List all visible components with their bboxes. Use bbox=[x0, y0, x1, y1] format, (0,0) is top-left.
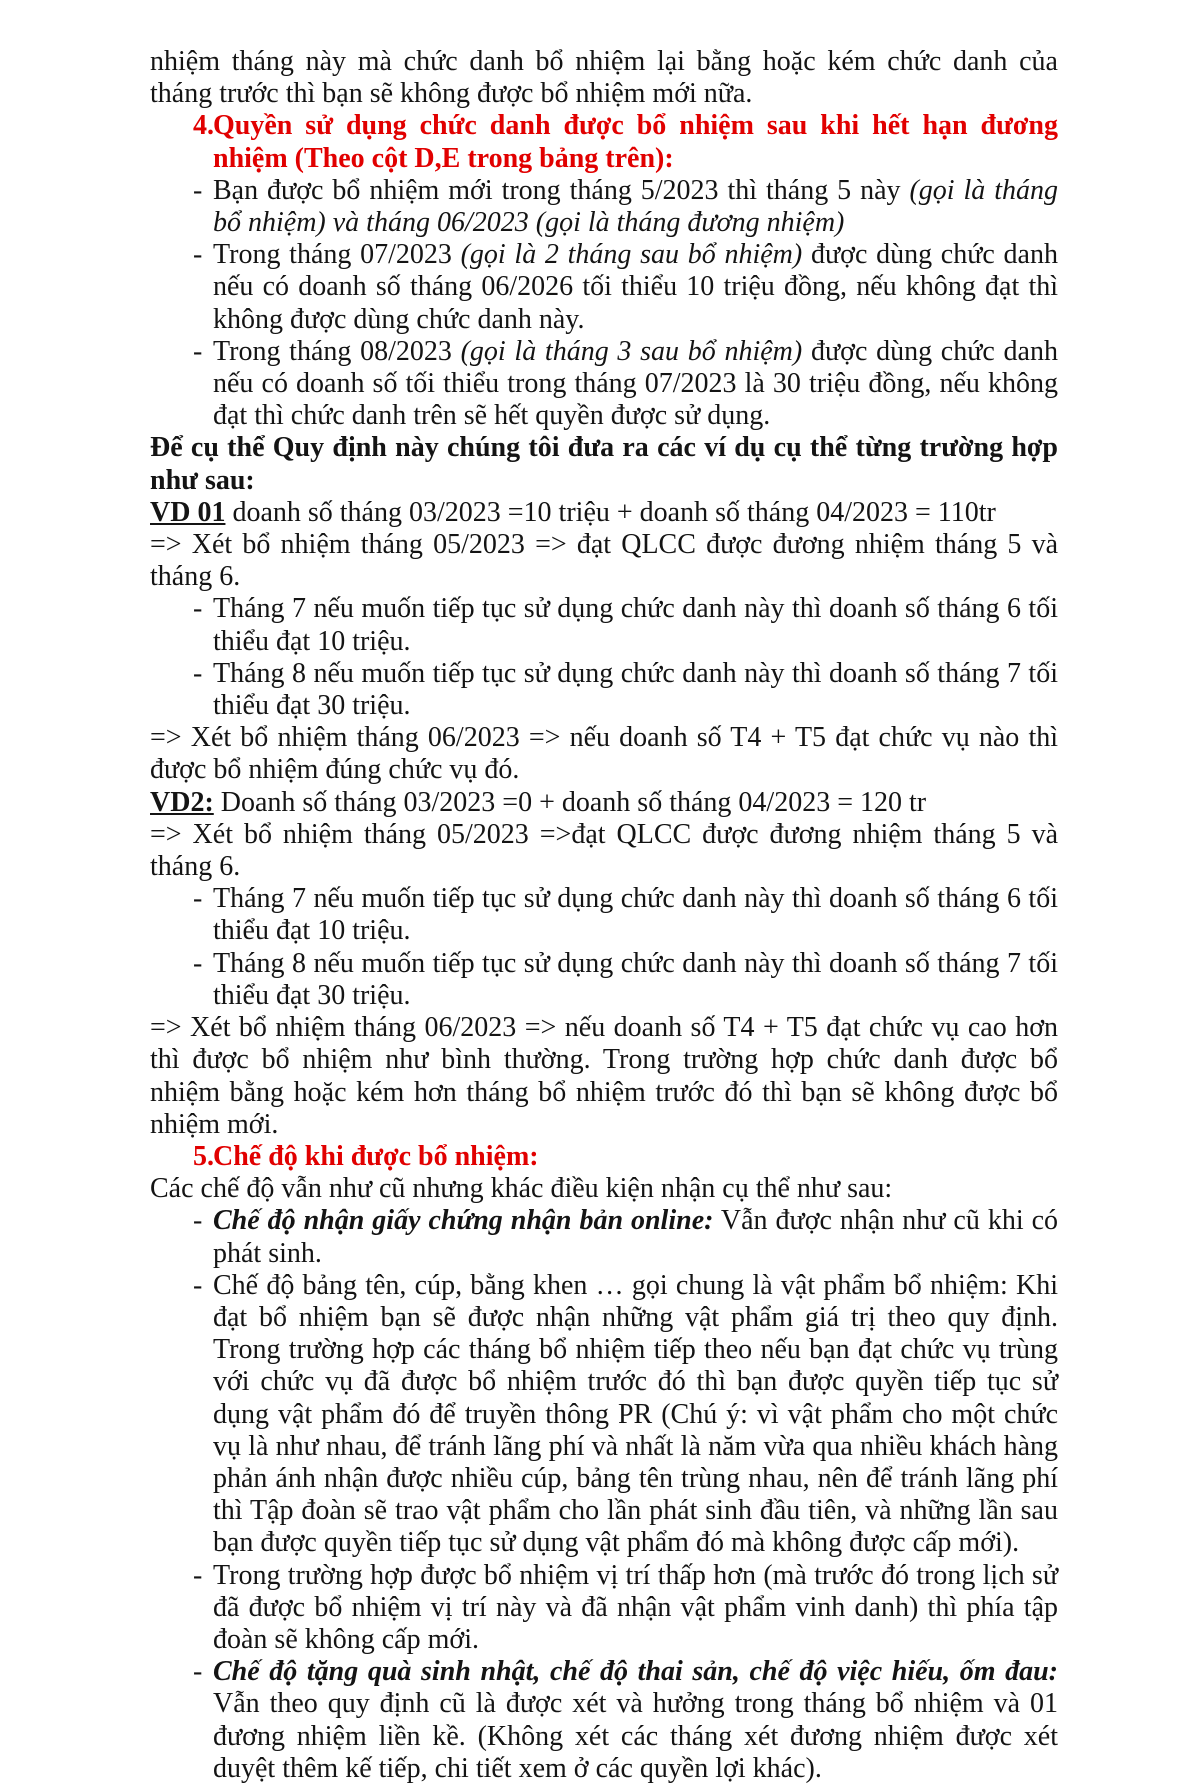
list-number: 4. bbox=[193, 110, 214, 142]
text-run: được dùng chức danh nếu có doanh số tháng 06/2026 tối thiểu 10 triệu đồng, nếu không đạt thì không được dùng chức danh này. bbox=[213, 239, 1058, 335]
bullet-certificate-online bbox=[150, 1205, 1058, 1269]
vd01-bullet-august bbox=[150, 658, 1058, 722]
text-run: Vẫn theo quy định cũ là được xét và hưởng trong tháng bổ nhiệm và 01 đương nhiệm liền kề. (Không xét các tháng xét đương nhiệm được xét duyệt thêm kế tiếp, chi tiết xem ở các quyền lợi khác). bbox=[213, 1688, 1058, 1784]
bullet-lower-position bbox=[150, 1560, 1058, 1657]
text-run: Tháng 8 nếu muốn tiếp tục sử dụng chức danh này thì doanh số tháng 7 tối thiểu đạt 30 triệu. bbox=[213, 657, 1058, 722]
bullet-month-2-after bbox=[150, 239, 1058, 336]
vd01-result bbox=[150, 529, 1058, 593]
text-run: Tháng 7 nếu muốn tiếp tục sử dụng chức danh này thì doanh số tháng 6 tối thiểu đạt 10 triệu. bbox=[213, 593, 1058, 657]
text-run: => Xét bổ nhiệm tháng 06/2023 => nếu doanh số T4 + T5 đạt chức vụ nào thì được bổ nhiệm đúng chức vụ đó. bbox=[150, 722, 1058, 786]
text-run: Để cụ thể Quy định này chúng tôi đưa ra các ví dụ cụ thể từng trường hợp như sau: bbox=[150, 432, 1058, 496]
text-run: Trong tháng 08/2023 bbox=[213, 335, 461, 367]
bullet-appointment-month bbox=[150, 175, 1058, 239]
text-run: Doanh số tháng 03/2023 =0 + doanh số tháng 04/2023 = 120 tr bbox=[213, 786, 927, 818]
dash-icon: - bbox=[193, 1269, 203, 1301]
text-run: => Xét bổ nhiệm tháng 06/2023 => nếu doanh số T4 + T5 đạt chức vụ cao hơn thì được bổ nhiệm như bình thường. Trong trường hợp chức danh được bổ nhiệm bằng hoặc kém hơn tháng bổ nhiệm trước đó thì bạn sẽ không được bổ nhiệm mới. bbox=[150, 1012, 1058, 1140]
examples-intro bbox=[150, 432, 1058, 496]
text-run: doanh số tháng 03/2023 =10 triệu + doanh số tháng 04/2023 = 110tr bbox=[225, 496, 996, 528]
vd01-conclusion bbox=[150, 722, 1058, 786]
text-run: Trong trường hợp được bổ nhiệm vị trí thấp hơn (mà trước đó trong lịch sử đã được bổ nhiệm vị trí này và đã nhận vật phẩm vinh danh) thì phía tập đoàn sẽ không cấp mới. bbox=[213, 1559, 1058, 1655]
vd2-line bbox=[150, 787, 1058, 819]
text-run: Bạn được bổ nhiệm mới trong tháng 5/2023 thì tháng 5 này bbox=[213, 174, 910, 206]
heading-text: Quyền sử dụng chức danh được bổ nhiệm sau khi hết hạn đương nhiệm (Theo cột D,E trong bảng trên): bbox=[213, 110, 1058, 174]
list-number: 5. bbox=[193, 1140, 214, 1172]
vd01-label: VD 01 bbox=[150, 496, 226, 528]
text-run: nhiệm tháng này mà chức danh bổ nhiệm lại bằng hoặc kém chức danh của tháng trước thì bạn sẽ không được bổ nhiệm mới nữa. bbox=[150, 46, 1058, 110]
section-4-heading bbox=[150, 110, 1058, 174]
text-run: => Xét bổ nhiệm tháng 05/2023 =>đạt QLCC được đương nhiệm tháng 5 và tháng 6. bbox=[150, 818, 1058, 883]
text-run: Vẫn được nhận như cũ khi có phát sinh. bbox=[213, 1205, 1058, 1269]
text-run-italic: (gọi là tháng bổ nhiệm) và tháng 06/2023 (gọi là tháng đương nhiệm) bbox=[213, 174, 1058, 239]
text-run: Trong tháng 07/2023 bbox=[213, 239, 461, 271]
text-run: Các chế độ vẫn như cũ nhưng khác điều kiện nhận cụ thể như sau: bbox=[150, 1173, 893, 1205]
heading-text: Chế độ khi được bổ nhiệm: bbox=[213, 1140, 539, 1172]
dash-icon: - bbox=[193, 1656, 203, 1688]
dash-icon: - bbox=[193, 174, 203, 206]
text-run: Tháng 7 nếu muốn tiếp tục sử dụng chức danh này thì doanh số tháng 6 tối thiểu đạt 10 triệu. bbox=[213, 883, 1058, 947]
dash-icon: - bbox=[193, 239, 203, 271]
vd2-result bbox=[150, 819, 1058, 883]
bullet-birthday-gifts bbox=[150, 1656, 1058, 1785]
section-5-heading bbox=[150, 1141, 1058, 1173]
document-body bbox=[150, 46, 1058, 1785]
benefits-intro bbox=[150, 1173, 1058, 1205]
vd2-bullet-august bbox=[150, 948, 1058, 1012]
vd2-bullet-july bbox=[150, 883, 1058, 947]
bullet-trophy-items bbox=[150, 1270, 1058, 1560]
text-run-italic: (gọi là 2 tháng sau bổ nhiệm) bbox=[460, 239, 803, 271]
continuation-paragraph bbox=[150, 46, 1058, 110]
vd2-conclusion bbox=[150, 1012, 1058, 1141]
text-run-italic: (gọi là tháng 3 sau bổ nhiệm) bbox=[460, 335, 803, 367]
benefit-title: Chế độ tặng quà sinh nhật, chế độ thai sản, chế độ việc hiếu, ốm đau: bbox=[213, 1656, 1058, 1688]
dash-icon: - bbox=[193, 335, 203, 367]
vd01-bullet-july bbox=[150, 593, 1058, 657]
dash-icon: - bbox=[193, 1205, 203, 1237]
benefit-title: Chế độ nhận giấy chứng nhận bản online: bbox=[213, 1205, 714, 1237]
vd2-label: VD2: bbox=[150, 786, 214, 818]
text-run: Chế độ bảng tên, cúp, bằng khen … gọi chung là vật phẩm bổ nhiệm: Khi đạt bổ nhiệm bạn sẽ được nhận những vật phẩm giá trị theo quy định. Trong trường hợp các tháng bổ nhiệm tiếp theo nếu bạn đạt chức vụ trùng với chức vụ đã được bổ nhiệm trước đó thì bạn được quyền tiếp tục sử dụng vật phẩm đó để truyền thông PR (Chú ý: vì vật phẩm cho một chức vụ là như nhau, để tránh lãng phí và nhất là năm vừa qua nhiều khách hàng phản ánh nhận được nhiều cúp, bảng tên trùng nhau, nên để tránh lãng phí thì Tập đoàn sẽ trao vật phẩm cho lần phát sinh đầu tiên, và những lần sau bạn được quyền tiếp tục sử dụng vật phẩm đó mà không được cấp mới). bbox=[213, 1269, 1058, 1559]
vd01-line bbox=[150, 497, 1058, 529]
dash-icon: - bbox=[193, 593, 203, 625]
text-run: => Xét bổ nhiệm tháng 05/2023 => đạt QLCC được đương nhiệm tháng 5 và tháng 6. bbox=[150, 529, 1058, 593]
text-run: Tháng 8 nếu muốn tiếp tục sử dụng chức danh này thì doanh số tháng 7 tối thiểu đạt 30 triệu. bbox=[213, 947, 1058, 1011]
bullet-month-3-after bbox=[150, 336, 1058, 433]
dash-icon: - bbox=[193, 657, 203, 689]
dash-icon: - bbox=[193, 947, 203, 979]
dash-icon: - bbox=[193, 1559, 203, 1591]
text-run: được dùng chức danh nếu có doanh số tối thiểu trong tháng 07/2023 là 30 triệu đồng, nếu không đạt thì chức danh trên sẽ hết quyền được sử dụng. bbox=[213, 335, 1058, 432]
dash-icon: - bbox=[193, 883, 203, 915]
